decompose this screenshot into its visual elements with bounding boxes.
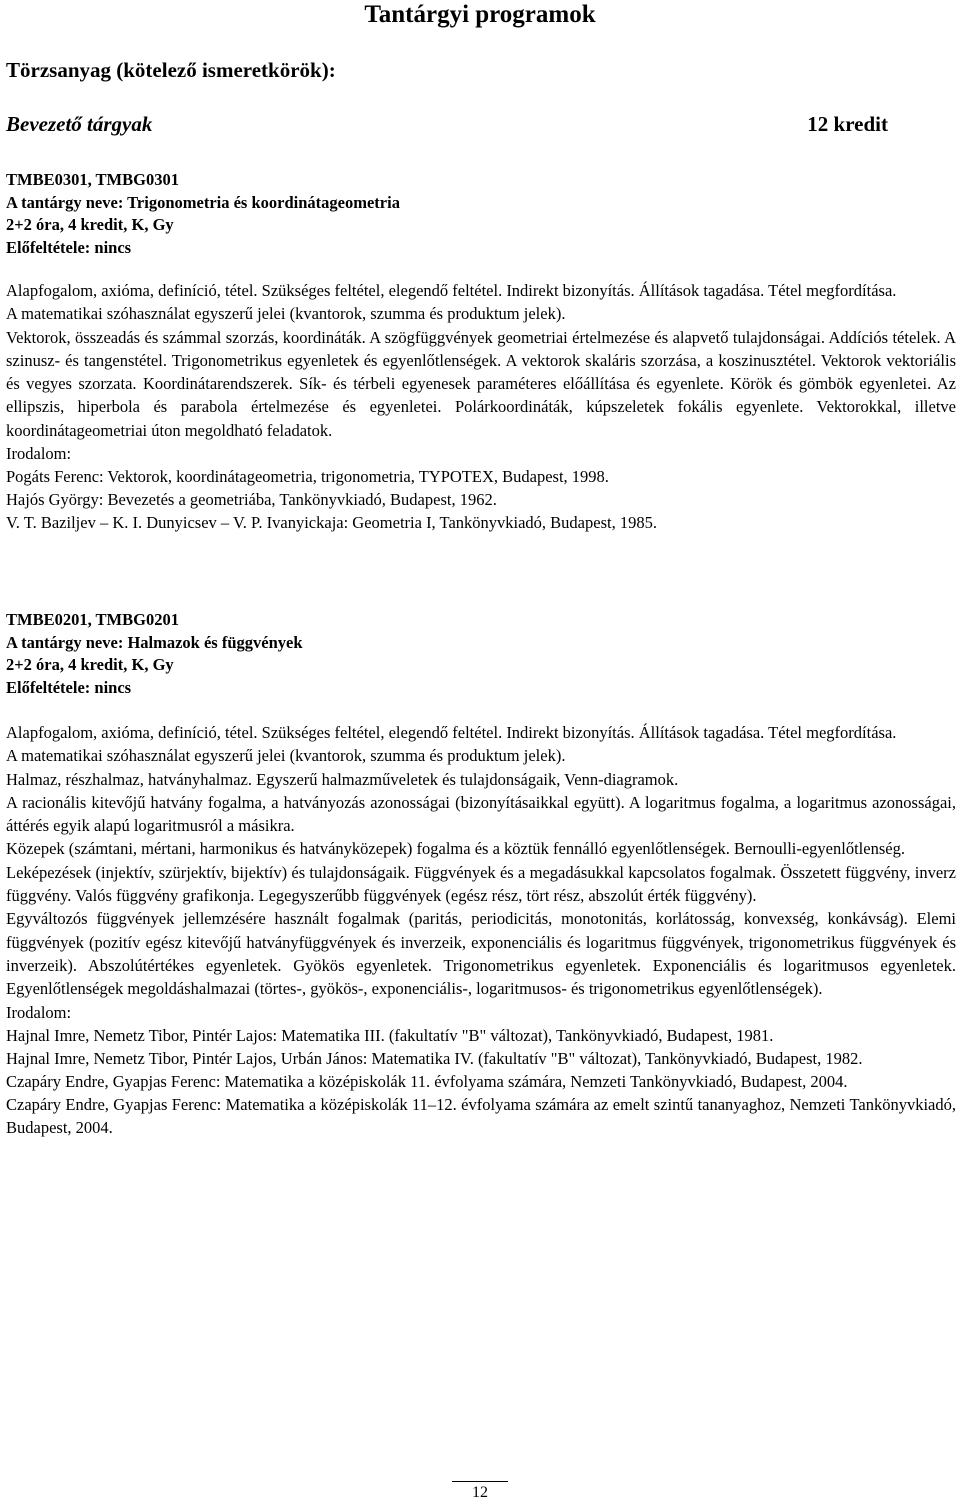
course-prereq: Előfeltétele: nincs — [6, 237, 132, 257]
course-codes: TMBE0201, TMBG0201 — [6, 610, 179, 629]
reference-item: Czapáry Endre, Gyapjas Ferenc: Matematika a középiskolák 11–12. évfolyama számára az emelt szintű tananyaghoz, Nemzeti Tankönyvkiadó, Budapest, 2004. — [6, 1094, 956, 1137]
references-label: Irodalom: — [6, 1002, 72, 1022]
course-description: Alapfogalom, axióma, definíció, tétel. Szükséges feltétel, elegendő feltétel. Indirekt bizonyítás. Állítások tagadása. Tétel megfordítása. — [6, 281, 897, 300]
course-group-name: Bevezető tárgyak — [6, 112, 153, 136]
reference-item: Czapáry Endre, Gyapjas Ferenc: Matematika a középiskolák 11. évfolyama számára, Nemzeti Tankönyvkiadó, Budapest, 2004. — [6, 1071, 848, 1091]
footer-divider — [452, 1481, 508, 1482]
course-description: Leképezések (injektív, szürjektív, bijektív) és tulajdonságaik. Függvények és a megadásukkal kapcsolatos fogalmak. Összetett függvény, inverz függvény. Valós függvény grafikonja. Legegyszerűbb függvények (egész rész, tört rész, abszolút érték függvény). — [6, 862, 956, 906]
course-description: Halmaz, részhalmaz, hatványhalmaz. Egyszerű halmazműveletek és tulajdonságaik, Venn-diagramok. — [6, 769, 679, 789]
course-name: A tantárgy neve: Trigonometria és koordinátageometria — [6, 192, 400, 212]
section-heading: Törzsanyag (kötelező ismeretkörök): — [6, 58, 336, 82]
reference-item: Hajnal Imre, Nemetz Tibor, Pintér Lajos, Urbán János: Matematika IV. (fakultatív "B" változat), Tankönyvkiadó, Budapest, 1982. — [6, 1048, 863, 1068]
course-description: Vektorok, összeadás és számmal szorzás, koordináták. A szögfüggvények geometriai értelmezése és alapvető tulajdonságai. Addíciós tételek. A szinusz- és tangenstétel. Trigonometrikus egyenletek és egyenlőtlenségek. A vektorok skaláris szorzása, a koszinusztétel. Vektorok vektoriális és vegyes szorzata. Koordinátarendszerek. Sík- és térbeli egyenesek paraméteres előállítása és egyenlete. Körök és gömbök egyenletei. Az ellipszis, hiperbola és parabola értelmezése és egyenletei. Polárkoordináták, kúpszeletek fokális egyenlete. Vektorokkal, illetve koordinátageometriai úton megoldható feladatok. — [6, 327, 956, 440]
course-description: Közepek (számtani, mértani, harmonikus és hatványközepek) fogalma és a köztük fennálló egyenlőtlenségek. Bernoulli-egyenlőtlenség. — [6, 839, 905, 859]
course-codes: TMBE0301, TMBG0301 — [6, 170, 179, 189]
course-block — [6, 169, 956, 534]
course-hours: 2+2 óra, 4 kredit, K, Gy — [6, 215, 174, 234]
course-description: A racionális kitevőjű hatvány fogalma, a hatványozás azonosságai (bizonyításaikkal együtt). A logaritmus fogalma, a logaritmus azonosságai, áttérés egyik alapú logaritmusról a másikra. — [6, 792, 956, 836]
course-description: Egyváltozós függvények jellemzésére használt fogalmak (paritás, periodicitás, monotonitás, korlátosság, konvexség, konkávság). Elemi függvények (pozitív egész kitevőjű hatványfüggvények és inverzeik, exponenciális és logaritmus függvények, trigonometrikus függvények és inverzeik). Abszolútértékes egyenletek. Gyökös egyenletek. Trigonometrikus egyenletek. Exponenciális és logaritmusos egyenletek. Egyenlőtlenségek megoldáshalmazai (törtes-, gyökös-, exponenciális-, logaritmusos- és trigonometrikus egyenlőtlenségek). — [6, 909, 956, 999]
course-group-credits: 12 kredit — [807, 112, 888, 136]
course-hours: 2+2 óra, 4 kredit, K, Gy — [6, 655, 174, 674]
page-number: 12 — [472, 1484, 488, 1501]
course-description: Alapfogalom, axióma, definíció, tétel. Szükséges feltétel, elegendő feltétel. Indirekt bizonyítás. Állítások tagadása. Tétel megfordítása. — [6, 723, 897, 742]
references-label: Irodalom: — [6, 444, 72, 464]
course-description: A matematikai szóhasználat egyszerű jelei (kvantorok, szumma és produktum jelek). — [6, 746, 566, 766]
reference-item: V. T. Baziljev – K. I. Dunyicsev – V. P. Ivanyickaja: Geometria I, Tankönyvkiadó, Budapest, 1985. — [6, 513, 657, 533]
course-name: A tantárgy neve: Halmazok és függvények — [6, 632, 303, 652]
references-list — [6, 465, 956, 534]
course-block — [6, 609, 956, 1139]
reference-item: Hajós György: Bevezetés a geometriába, Tankönyvkiadó, Budapest, 1962. — [6, 490, 497, 510]
course-description: A matematikai szóhasználat egyszerű jelei (kvantorok, szumma és produktum jelek). — [6, 304, 566, 324]
course-prereq: Előfeltétele: nincs — [6, 677, 132, 697]
reference-item: Pogáts Ferenc: Vektorok, koordinátageometria, trigonometria, TYPOTEX, Budapest, 1998. — [6, 467, 609, 487]
page-title: Tantárgyi programok — [364, 1, 596, 28]
references-list — [6, 1024, 956, 1139]
reference-item: Hajnal Imre, Nemetz Tibor, Pintér Lajos: Matematika III. (fakultatív "B" változat), Tankönyvkiadó, Budapest, 1981. — [6, 1025, 774, 1045]
